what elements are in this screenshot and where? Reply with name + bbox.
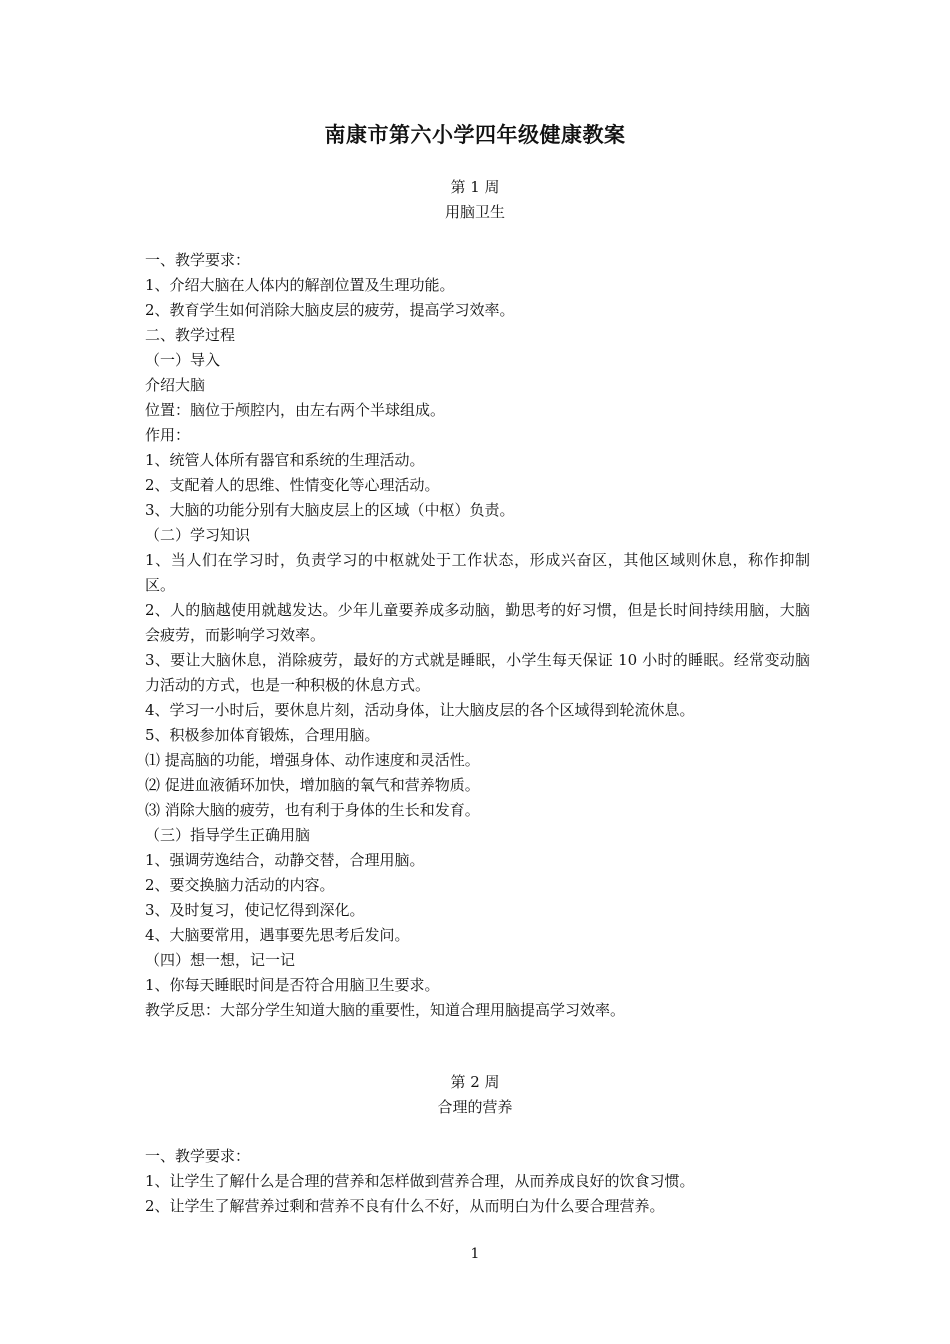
paragraph-line: ⑴ 提高脑的功能，增强身体、动作速度和灵活性。: [145, 751, 480, 769]
paragraph-line: 2、支配着人的思维、性情变化等心理活动。: [145, 476, 440, 494]
paragraph-line: 3、大脑的功能分别有大脑皮层上的区域（中枢）负责。: [145, 501, 515, 519]
paragraph-line: 教学反思：大部分学生知道大脑的重要性，知道合理用脑提高学习效率。: [145, 1001, 626, 1019]
week2-topic: 合理的营养: [437, 1098, 513, 1116]
week1-topic: 用脑卫生: [444, 203, 505, 221]
paragraph-line: （一）导入: [145, 351, 221, 369]
paragraph-line: 二、教学过程: [145, 326, 236, 344]
paragraph-line: ⑵ 促进血液循环加快，增加脑的氧气和营养物质。: [145, 776, 480, 794]
paragraph-line: （四）想一想，记一记: [145, 951, 296, 969]
paragraph-line: 介绍大脑: [145, 376, 206, 394]
week2-body: [145, 1144, 810, 1219]
paragraph-line: （二）学习知识: [145, 526, 251, 544]
paragraph-line: 1、让学生了解什么是合理的营养和怎样做到营养合理，从而养成良好的饮食习惯。: [145, 1172, 695, 1190]
paragraph-line: 3、要让大脑休息，消除疲劳，最好的方式就是睡眠，小学生每天保证 10 小时的睡眠。经常变动脑力活动的方式，也是一种积极的休息方式。: [145, 651, 810, 694]
week1-body: [145, 248, 810, 1023]
paragraph-line: 一、教学要求：: [145, 1147, 251, 1165]
page-number: 1: [470, 1246, 480, 1262]
paragraph-line: （三）指导学生正确用脑: [145, 826, 311, 844]
paragraph-line: 2、要交换脑力活动的内容。: [145, 876, 335, 894]
paragraph-line: 1、统管人体所有器官和系统的生理活动。: [145, 451, 425, 469]
paragraph-line: ⑶ 消除大脑的疲劳，也有利于身体的生长和发育。: [145, 801, 480, 819]
paragraph-line: 2、人的脑越使用就越发达。少年儿童要养成多动脑，勤思考的好习惯，但是长时间持续用脑，大脑会疲劳，而影响学习效率。: [145, 601, 810, 644]
document-title: 南康市第六小学四年级健康教案: [324, 122, 626, 147]
paragraph-line: 4、学习一小时后，要休息片刻，活动身体，让大脑皮层的各个区域得到轮流休息。: [145, 701, 695, 719]
paragraph-line: 4、大脑要常用，遇事要先思考后发问。: [145, 926, 410, 944]
paragraph-line: 1、强调劳逸结合，动静交替，合理用脑。: [145, 851, 425, 869]
week2-heading: 第 2 周: [450, 1073, 500, 1091]
paragraph-line: 1、你每天睡眠时间是否符合用脑卫生要求。: [145, 976, 440, 994]
paragraph-line: 3、及时复习，使记忆得到深化。: [145, 901, 365, 919]
paragraph-line: 5、积极参加体育锻炼，合理用脑。: [145, 726, 380, 744]
paragraph-line: 作用：: [145, 426, 191, 444]
paragraph-line: 2、教育学生如何消除大脑皮层的疲劳，提高学习效率。: [145, 301, 515, 319]
paragraph-line: 1、当人们在学习时，负责学习的中枢就处于工作状态，形成兴奋区，其他区域则休息，称作抑制区。: [145, 551, 810, 594]
paragraph-line: 位置：脑位于颅腔内，由左右两个半球组成。: [145, 401, 446, 419]
paragraph-line: 1、介绍大脑在人体内的解剖位置及生理功能。: [145, 276, 455, 294]
paragraph-line: 一、教学要求：: [145, 251, 251, 269]
week1-heading: 第 1 周: [450, 178, 500, 196]
paragraph-line: 2、让学生了解营养过剩和营养不良有什么不好，从而明白为什么要合理营养。: [145, 1197, 665, 1215]
